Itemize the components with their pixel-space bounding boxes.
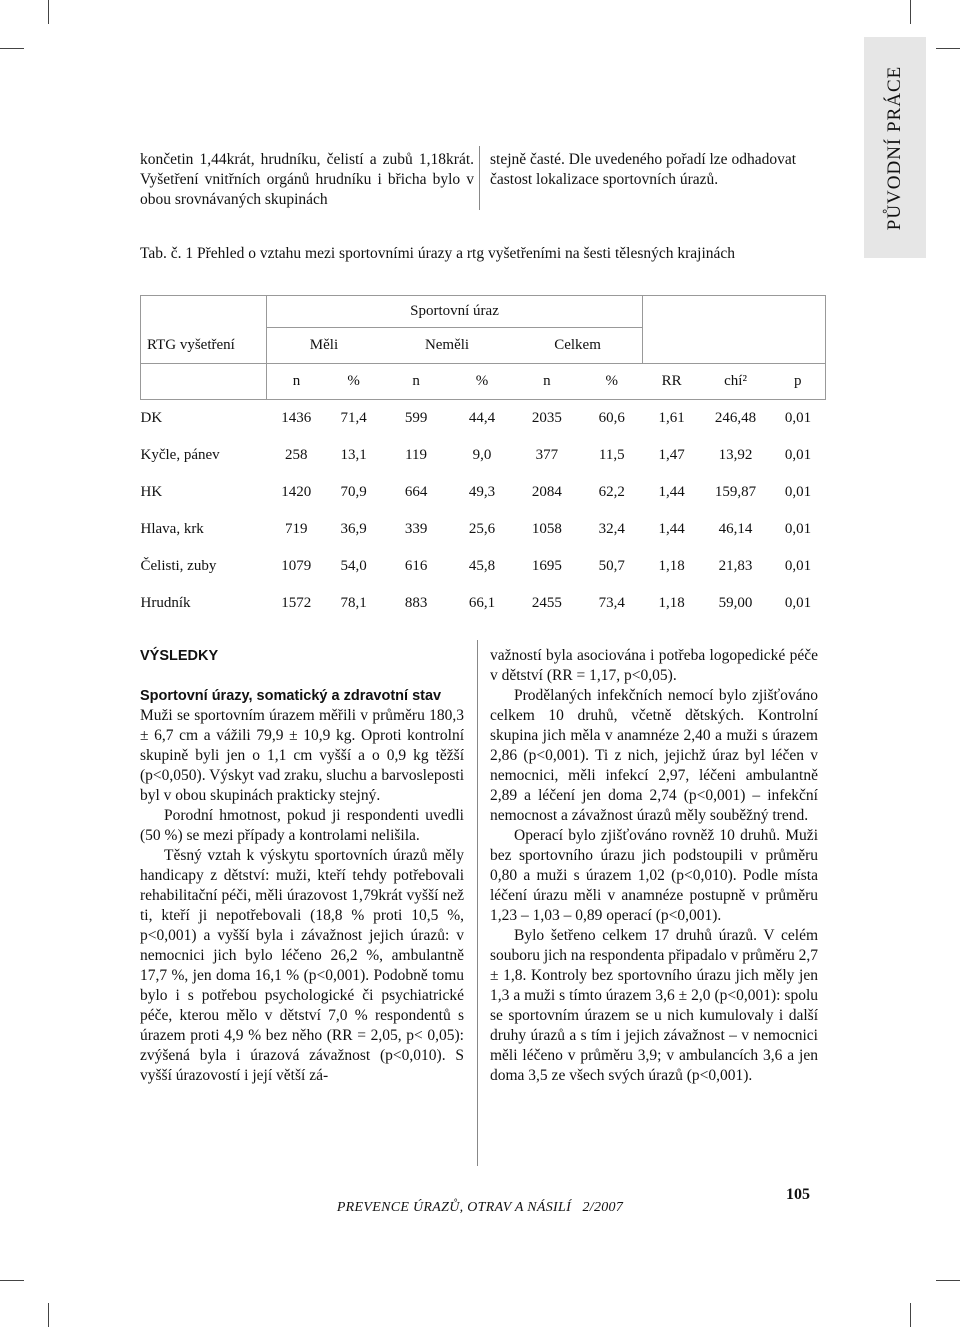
row-label: Kyčle, pánev bbox=[140, 446, 220, 463]
table-cell: 246,48 bbox=[714, 409, 757, 426]
column-header: n bbox=[381, 364, 451, 400]
column-header: RR bbox=[643, 364, 701, 400]
group-label: Neměli bbox=[381, 328, 513, 364]
column-header: % bbox=[326, 364, 381, 400]
paragraph: važností byla asociována i potřeba logopedické péče v dětství (RR = 1,17, p<0,05). bbox=[490, 647, 818, 684]
subsection-heading: Sportovní úrazy, somatický a zdravotní stav bbox=[140, 688, 442, 704]
table-corner bbox=[141, 296, 267, 328]
row-label: Čelisti, zuby bbox=[140, 557, 217, 574]
crop-mark bbox=[48, 1303, 49, 1327]
row-label: Hrudník bbox=[140, 594, 191, 611]
group-label: Měli bbox=[266, 328, 381, 364]
table-cell: 258 bbox=[285, 446, 308, 463]
table-cell: 719 bbox=[285, 520, 308, 537]
column-header: n bbox=[513, 364, 581, 400]
crop-mark bbox=[0, 1280, 24, 1281]
table-body bbox=[141, 400, 826, 622]
table-cell: 1079 bbox=[281, 557, 312, 574]
group-header: Sportovní úraz bbox=[266, 296, 642, 328]
column-header: p bbox=[771, 364, 826, 400]
paragraph: stejně časté. Dle uvedeného pořadí lze odhadovat častost lokalizace sportovních úrazů. bbox=[490, 151, 797, 188]
top-left-text bbox=[140, 150, 474, 210]
journal-footer: PREVENCE ÚRAZŮ, OTRAV A NÁSILÍ 2/2007 bbox=[336, 1200, 624, 1215]
table-cell: 0,01 bbox=[784, 446, 812, 463]
table-cell: 11,5 bbox=[598, 446, 625, 463]
paragraph: Muži se sportovním úrazem měřili v průměru 180,3 ± 6,7 cm a vážili 79,9 ± 10,9 kg. Oproti kontrolní skupině byli jen o 1,1 cm vyšší a o 0,9 kg těžší (p<0,050). Výskyt vad zraku, sluchu a barvosleposti byl v obou skupinách prakticky stejný. bbox=[140, 707, 464, 804]
crop-mark bbox=[936, 48, 960, 49]
column-header: % bbox=[451, 364, 513, 400]
right-column bbox=[490, 646, 818, 1086]
group-label: Celkem bbox=[513, 328, 643, 364]
table-cell: 0,01 bbox=[784, 483, 812, 500]
table-cell: 0,01 bbox=[784, 594, 812, 611]
row-label: Hlava, krk bbox=[140, 520, 204, 537]
table-cell: 0,01 bbox=[784, 557, 812, 574]
crop-mark bbox=[48, 0, 49, 24]
table-cell: 1436 bbox=[281, 409, 312, 426]
table-row bbox=[141, 548, 826, 585]
section-heading: VÝSLEDKY bbox=[140, 648, 219, 664]
table-cell: 1420 bbox=[281, 483, 312, 500]
table-cell: 616 bbox=[404, 557, 428, 574]
row-label: HK bbox=[140, 483, 163, 500]
table-row bbox=[141, 474, 826, 511]
table-cell: 32,4 bbox=[598, 520, 625, 537]
paragraph: Porodní hmotnost, pokud ji respondenti uvedli (50 %) se mezi případy a kontrolami nelišila. bbox=[140, 807, 464, 844]
table-cell: 45,8 bbox=[468, 557, 496, 574]
crop-mark bbox=[0, 48, 24, 49]
page-number: 105 bbox=[786, 1186, 810, 1203]
column-divider bbox=[479, 146, 480, 210]
section-label: PŮVODNÍ PRÁCE bbox=[884, 65, 905, 230]
table-cell: 883 bbox=[404, 594, 428, 611]
table-cell: 71,4 bbox=[340, 409, 367, 426]
table-cell: 1,61 bbox=[658, 409, 685, 426]
left-column bbox=[140, 646, 464, 1086]
top-right-text bbox=[490, 150, 820, 190]
paragraph: Těsný vztah k výskytu sportovních úrazů měly handicapy z dětství: muži, kteří tehdy potřebovali rehabilitační péči, měli úrazovost 1,79krát vyšší než ti, kteří ji nepotřebovali (18,8 % proti 10,5 %, p<0,001) a vyšší byla i závažnost jejich úrazů: v nemocnici jich bylo léčeno 26,2 %, ambulantně 17,7 %, jen doma 16,1 % (p<0,001). Podobně tomu bylo i s potřebou psychologické či psychiatrické péče, kterou mělo v dětství 7,0 % respondentů s úrazem proti 4,9 % bez něho (RR = 2,05, p< 0,05): zvýšená byla i úrazová závažnost (p<0,010). S vyšší úrazovostí i její větší zá- bbox=[140, 847, 464, 1084]
crop-mark bbox=[936, 1280, 960, 1281]
table-cell: 119 bbox=[405, 446, 428, 463]
table-cell: 44,4 bbox=[468, 409, 496, 426]
table-cell: 1,18 bbox=[658, 557, 685, 574]
table-cell: 159,87 bbox=[714, 483, 757, 500]
data-table bbox=[140, 295, 826, 622]
table-cell: 0,01 bbox=[784, 520, 812, 537]
table-cell: 62,2 bbox=[598, 483, 625, 500]
table-cell: 1,44 bbox=[658, 520, 685, 537]
table-cell: 54,0 bbox=[340, 557, 367, 574]
table-cell: 13,1 bbox=[340, 446, 367, 463]
table-cell: 46,14 bbox=[718, 520, 753, 537]
table-cell: 1695 bbox=[531, 557, 562, 574]
table-cell: 1,44 bbox=[658, 483, 685, 500]
table-cell: 2455 bbox=[531, 594, 562, 611]
table-row bbox=[141, 400, 826, 437]
table-cell: 49,3 bbox=[468, 483, 496, 500]
paragraph: Operací bylo zjišťováno rovněž 10 druhů. Muži bez sportovního úrazu jich podstoupili v průměru 0,80 a muži s úrazem 1,02 (p<0,010). Podle místa léčení úrazu měli v anamnéze postupně v průměru 1,23 – 1,03 – 0,89 operací (p<0,001). bbox=[490, 827, 818, 924]
paragraph: Bylo šetřeno celkem 17 druhů úrazů. V celém souboru jich na respondenta připadalo v průměru 2,7 ± 1,8. Kontroly bez sportovního úrazu jich měly jen 1,3 a muži s tímto úrazem 3,6 ± 2,0 (p<0,001): spolu se sportovním úrazem se u nich kumulovaly i další druhy úrazů a s tím i jejich závažnost – v nemocnici měli léčeno v průměru 3,9; v ambulancích 3,6 a jen doma 3,5 ze všech svých úrazů (p<0,001). bbox=[490, 927, 818, 1084]
table-cell: 339 bbox=[404, 520, 428, 537]
table-cell: 664 bbox=[404, 483, 428, 500]
row-label: DK bbox=[140, 409, 163, 426]
column-header: n bbox=[266, 364, 326, 400]
column-header: chí² bbox=[701, 364, 771, 400]
table-cell: 377 bbox=[535, 446, 559, 463]
table-cell: 66,1 bbox=[468, 594, 496, 611]
crop-mark bbox=[910, 1303, 911, 1327]
table-cell: 70,9 bbox=[340, 483, 367, 500]
table-row bbox=[141, 585, 826, 622]
table-cell: 2035 bbox=[531, 409, 562, 426]
column-header: % bbox=[581, 364, 643, 400]
table-cell: 1572 bbox=[281, 594, 312, 611]
table-cell: 21,83 bbox=[718, 557, 753, 574]
row-header: RTG vyšetření bbox=[141, 328, 267, 364]
table-cell: 2084 bbox=[531, 483, 562, 500]
table-cell: 13,92 bbox=[718, 446, 753, 463]
table-cell: 1,47 bbox=[658, 446, 685, 463]
table-cell: 0,01 bbox=[784, 409, 812, 426]
table-cell: 25,6 bbox=[468, 520, 496, 537]
table-cell: 1058 bbox=[531, 520, 562, 537]
table-cell: 59,00 bbox=[718, 594, 753, 611]
table-row bbox=[141, 437, 826, 474]
table-cell: 9,0 bbox=[472, 446, 492, 463]
table-cell: 36,9 bbox=[340, 520, 367, 537]
table-cell: 50,7 bbox=[598, 557, 625, 574]
section-side-tab bbox=[864, 37, 926, 258]
column-divider bbox=[477, 640, 478, 1166]
paragraph: Prodělaných infekčních nemocí bylo zjišťováno celkem 10 druhů, včetně dětských. Kontrolní skupina jich měla v anamnéze 2,40 a muži s úrazem 2,86 (p<0,001). Ti z nich, jejichž úraz byl léčen v nemocnici, měli infekcí 2,97, léčeni ambulantně 2,89 a léčení jen doma 2,74 (p<0,001) – infekční nemocnost a závažnost úrazů měly souběžný trend. bbox=[490, 687, 818, 824]
table-cell: 1,18 bbox=[658, 594, 685, 611]
table-caption: Tab. č. 1 Přehled o vztahu mezi sportovními úrazy a rtg vyšetřeními na šesti tělesných krajinách bbox=[140, 245, 736, 262]
table-cell: 60,6 bbox=[598, 409, 625, 426]
paragraph: končetin 1,44krát, hrudníku, čelistí a zubů 1,18krát. Vyšetření vnitřních orgánů hrudníku i břicha bylo v obou srovnávaných skupinách bbox=[140, 151, 474, 208]
table-row bbox=[141, 511, 826, 548]
table-cell: 73,4 bbox=[598, 594, 625, 611]
table-cell: 78,1 bbox=[340, 594, 367, 611]
table-cell: 599 bbox=[404, 409, 428, 426]
crop-mark bbox=[910, 0, 911, 24]
